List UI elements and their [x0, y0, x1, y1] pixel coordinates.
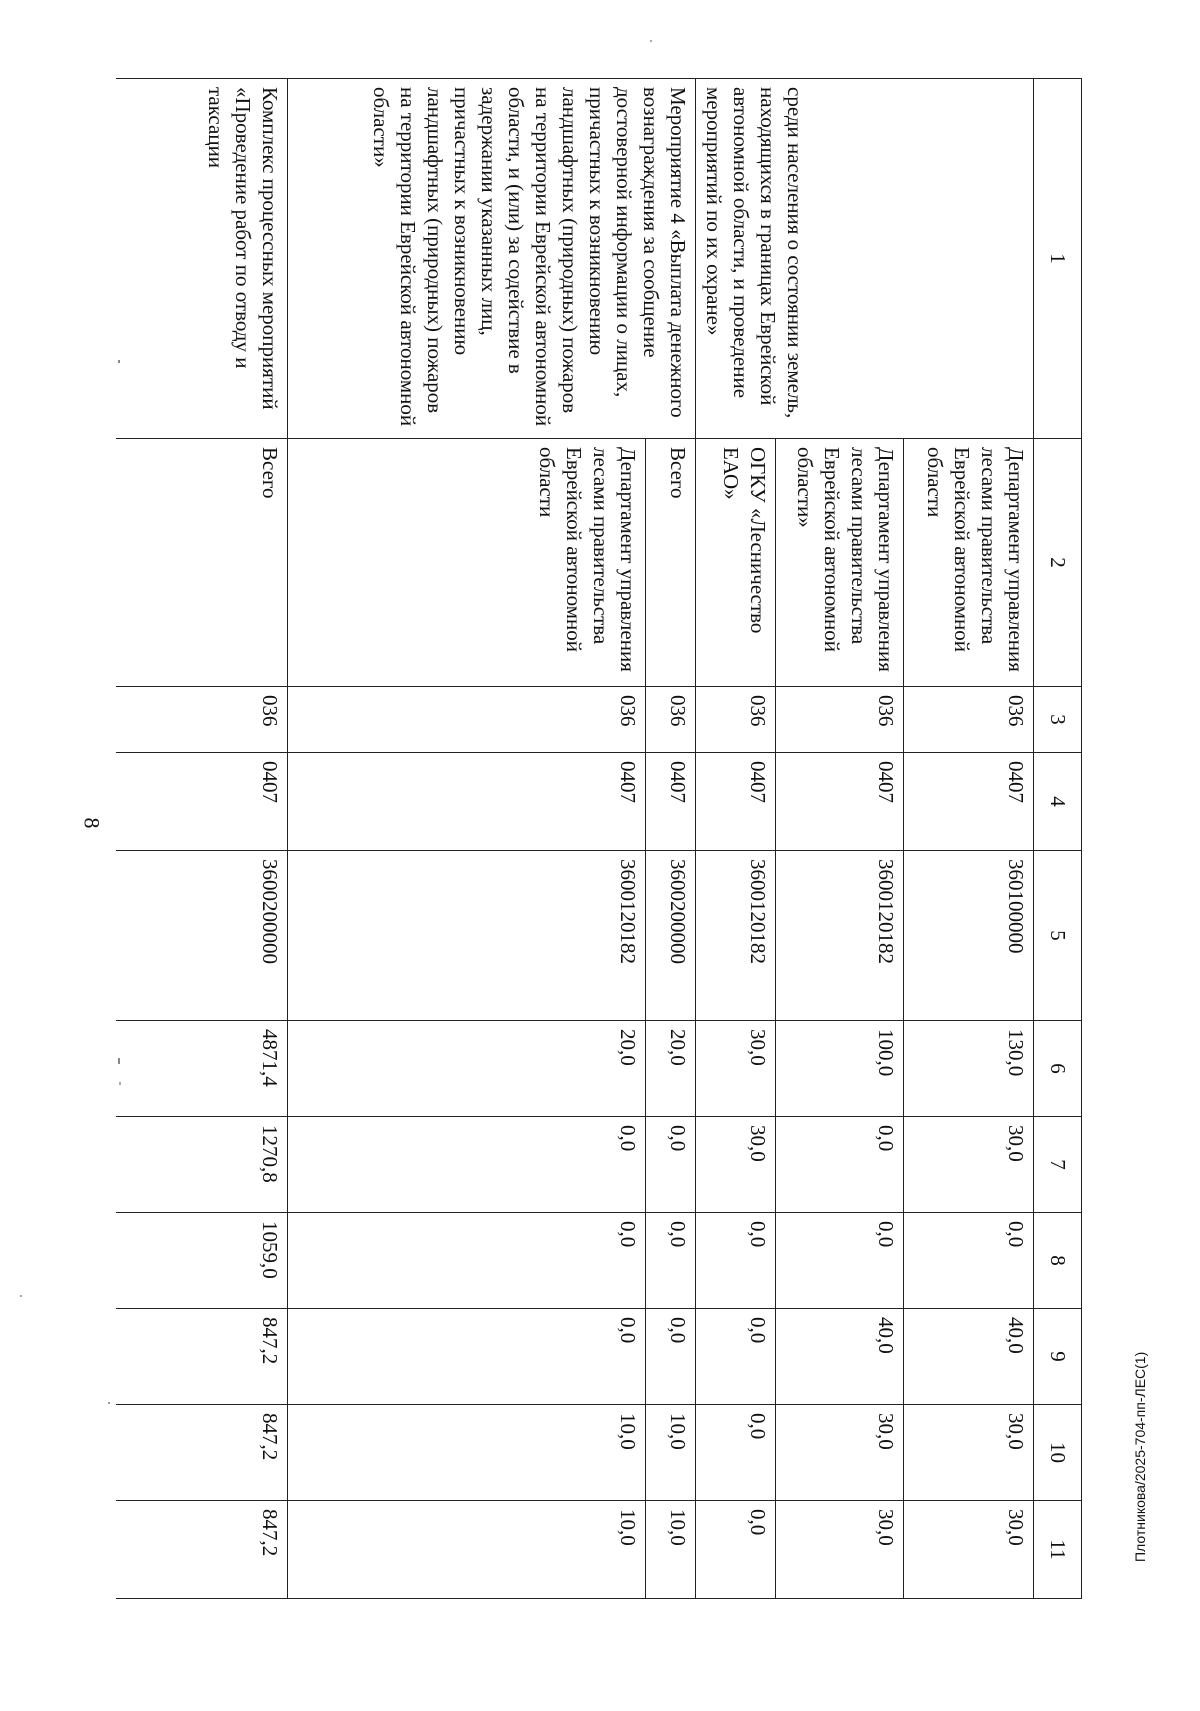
executor-cell: Всего — [646, 439, 696, 687]
value-cell: 0,0 — [696, 1309, 776, 1405]
csr-cell: 360100000 — [904, 851, 1034, 1021]
section-description: Мероприятие 4 «Выплата денежного вознаграждения за сообщение достоверной информации о лицах, причастных к возникновению ландшафтных (природных) пожаров на территории Еврейской автономной области, и (или) за содействие в задержании указанных лиц, причастных к возникновению ландшафтных (природных) пожаров на территории Еврейской автономной области» — [288, 79, 696, 439]
header-row — [1034, 79, 1082, 1599]
value-cell: 1270,8 — [117, 1117, 288, 1213]
col-header: 4 — [1034, 753, 1082, 851]
value-cell: 30,0 — [776, 1405, 904, 1501]
col-header: 5 — [1034, 851, 1082, 1021]
value-cell: 10,0 — [646, 1405, 696, 1501]
value-cell: 847,2 — [117, 1309, 288, 1405]
value-cell: 0,0 — [904, 1213, 1034, 1309]
value-cell: 30,0 — [696, 1117, 776, 1213]
value-cell: 4871,4 — [117, 1021, 288, 1117]
grbs-cell: 036 — [646, 687, 696, 753]
executor-cell: Департамент управления лесами правительства Еврейской автономной области — [288, 439, 646, 687]
col-header: 3 — [1034, 687, 1082, 753]
executor-cell: ОГКУ «Лесничество ЕАО» — [696, 439, 776, 687]
col-header: 7 — [1034, 1117, 1082, 1213]
section-description: среди населения о состоянии земель, находящихся в границах Еврейской автономной области, и проведение мероприятий по их охране» — [696, 79, 1034, 439]
value-cell: 0,0 — [776, 1117, 904, 1213]
rzpr-cell: 0407 — [646, 753, 696, 851]
value-cell: 100,0 — [776, 1021, 904, 1117]
grbs-cell: 036 — [776, 687, 904, 753]
value-cell: 30,0 — [904, 1501, 1034, 1599]
grbs-cell: 036 — [696, 687, 776, 753]
col-header: 10 — [1034, 1405, 1082, 1501]
value-cell: 30,0 — [696, 1021, 776, 1117]
value-cell: 1059,0 — [117, 1213, 288, 1309]
value-cell: 847,2 — [117, 1501, 288, 1599]
budget-table — [117, 78, 1083, 1599]
value-cell: 30,0 — [904, 1405, 1034, 1501]
value-cell: 0,0 — [696, 1213, 776, 1309]
value-cell: 40,0 — [904, 1309, 1034, 1405]
rzpr-cell: 0407 — [288, 753, 646, 851]
grbs-cell: 036 — [117, 687, 288, 753]
table-row — [904, 79, 1034, 1599]
grbs-cell: 036 — [288, 687, 646, 753]
table-row — [646, 79, 696, 1599]
col-header: 1 — [1034, 79, 1082, 439]
col-header: 8 — [1034, 1213, 1082, 1309]
rzpr-cell: 0407 — [776, 753, 904, 851]
csr-cell: 3600120182 — [288, 851, 646, 1021]
value-cell: 20,0 — [646, 1021, 696, 1117]
value-cell: 10,0 — [288, 1405, 646, 1501]
grbs-cell: 036 — [904, 687, 1034, 753]
document-code: Плотникова/2025-704-пп-ЛЕС(1) — [1132, 1351, 1148, 1562]
value-cell: 30,0 — [776, 1501, 904, 1599]
col-header: 9 — [1034, 1309, 1082, 1405]
value-cell: 0,0 — [288, 1117, 646, 1213]
value-cell: 30,0 — [904, 1117, 1034, 1213]
rzpr-cell: 0407 — [696, 753, 776, 851]
csr-cell: 3600120182 — [776, 851, 904, 1021]
value-cell: 0,0 — [646, 1213, 696, 1309]
value-cell: 0,0 — [646, 1117, 696, 1213]
executor-cell: Департамент управления лесами правительства Еврейской автономной области» — [776, 439, 904, 687]
csr-cell: 3600200000 — [646, 851, 696, 1021]
executor-cell: Департамент управления лесами правительства Еврейской автономной области — [904, 439, 1034, 687]
value-cell: 10,0 — [288, 1501, 646, 1599]
col-header: 11 — [1034, 1501, 1082, 1599]
value-cell: 0,0 — [646, 1309, 696, 1405]
budget-table-rotated — [117, 78, 1082, 1598]
col-header: 6 — [1034, 1021, 1082, 1117]
value-cell: 0,0 — [288, 1309, 646, 1405]
value-cell: 10,0 — [646, 1501, 696, 1599]
value-cell: 0,0 — [696, 1405, 776, 1501]
csr-cell: 3600200000 — [117, 851, 288, 1021]
value-cell: 0,0 — [776, 1213, 904, 1309]
value-cell: 0,0 — [696, 1501, 776, 1599]
value-cell: 20,0 — [288, 1021, 646, 1117]
rzpr-cell: 0407 — [117, 753, 288, 851]
value-cell: 847,2 — [117, 1405, 288, 1501]
executor-cell: Всего — [117, 439, 288, 687]
csr-cell: 3600120182 — [696, 851, 776, 1021]
rzpr-cell: 0407 — [904, 753, 1034, 851]
table-row — [117, 79, 288, 1599]
page-number: 8 — [79, 817, 105, 829]
value-cell: 40,0 — [776, 1309, 904, 1405]
section-description: Комплекс процессных мероприятий «Проведение работ по отводу и таксации — [117, 79, 288, 439]
value-cell: 0,0 — [288, 1213, 646, 1309]
value-cell: 130,0 — [904, 1021, 1034, 1117]
col-header: 2 — [1034, 439, 1082, 687]
